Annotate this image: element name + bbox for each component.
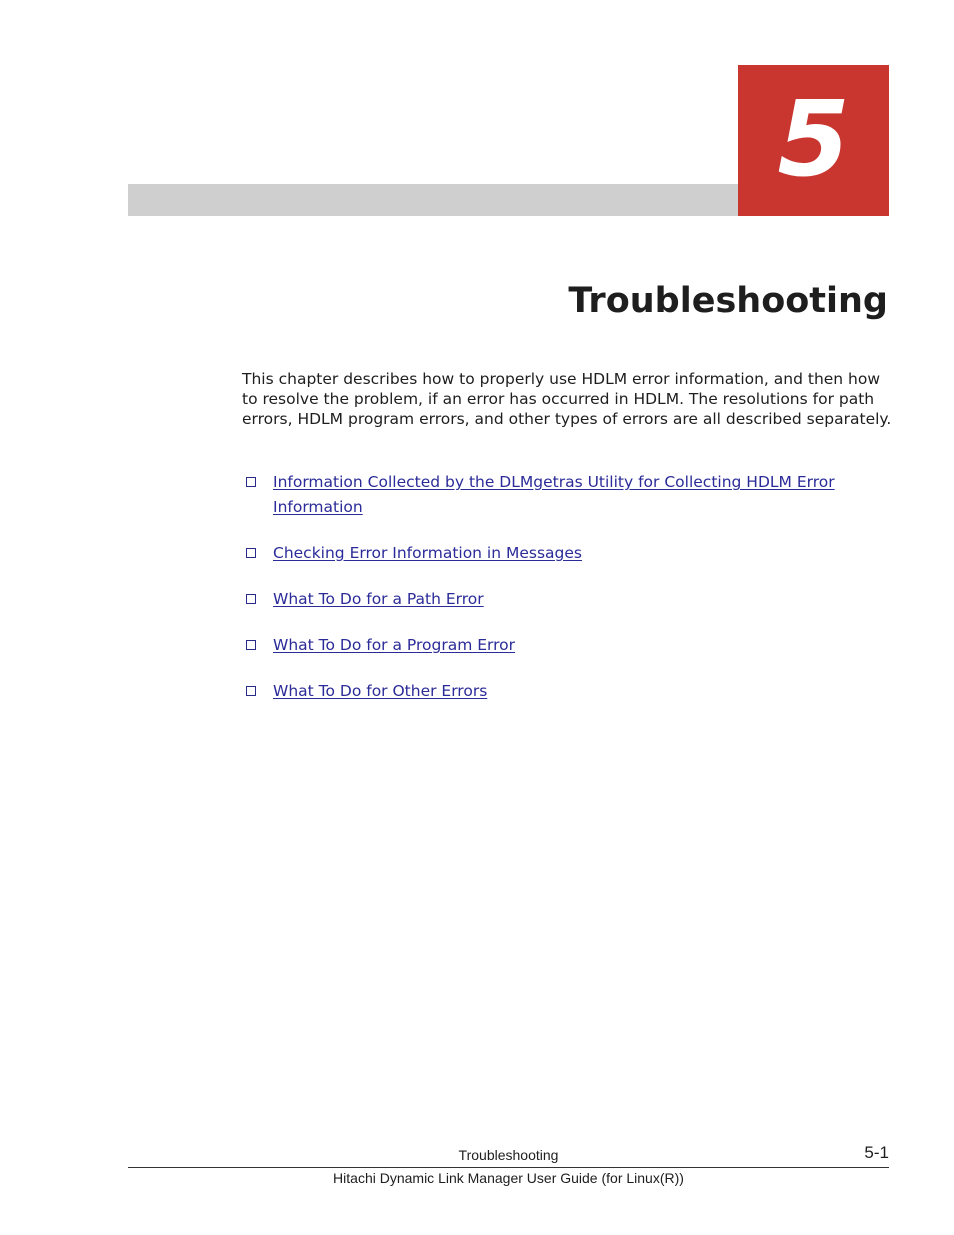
checkbox-bullet-icon (246, 594, 256, 604)
footer-page-number: 5-1 (864, 1143, 889, 1162)
chapter-header-bar (128, 184, 738, 216)
toc-item (242, 633, 892, 658)
chapter-number-box (738, 65, 889, 216)
chapter-toc (242, 470, 892, 725)
checkbox-bullet-icon (246, 686, 256, 696)
toc-item (242, 587, 892, 612)
toc-link-dlmgetras[interactable]: Information Collected by the DLMgetras Utility for Collecting HDLM Error Information (273, 473, 835, 516)
footer-section-title: Troubleshooting (458, 1147, 559, 1163)
checkbox-bullet-icon (246, 548, 256, 558)
checkbox-bullet-icon (246, 477, 256, 487)
toc-item (242, 470, 892, 520)
toc-link-other-errors[interactable]: What To Do for Other Errors (273, 682, 488, 700)
toc-item (242, 541, 892, 566)
toc-item (242, 679, 892, 704)
footer-divider (128, 1167, 889, 1168)
footer-guide-title: Hitachi Dynamic Link Manager User Guide (for Linux(R)) (333, 1170, 684, 1186)
toc-link-checking-messages[interactable]: Checking Error Information in Messages (273, 544, 583, 562)
chapter-title: Troubleshooting (568, 281, 888, 321)
chapter-number: 5 (777, 78, 850, 200)
chapter-intro: This chapter describes how to properly use HDLM error information, and then how to resolve the problem, if an error has occurred in HDLM. The resolutions for path errors, HDLM program errors, and other types of errors are all described separately. (242, 370, 892, 428)
toc-link-program-error[interactable]: What To Do for a Program Error (273, 636, 516, 654)
toc-link-path-error[interactable]: What To Do for a Path Error (273, 590, 484, 608)
checkbox-bullet-icon (246, 640, 256, 650)
